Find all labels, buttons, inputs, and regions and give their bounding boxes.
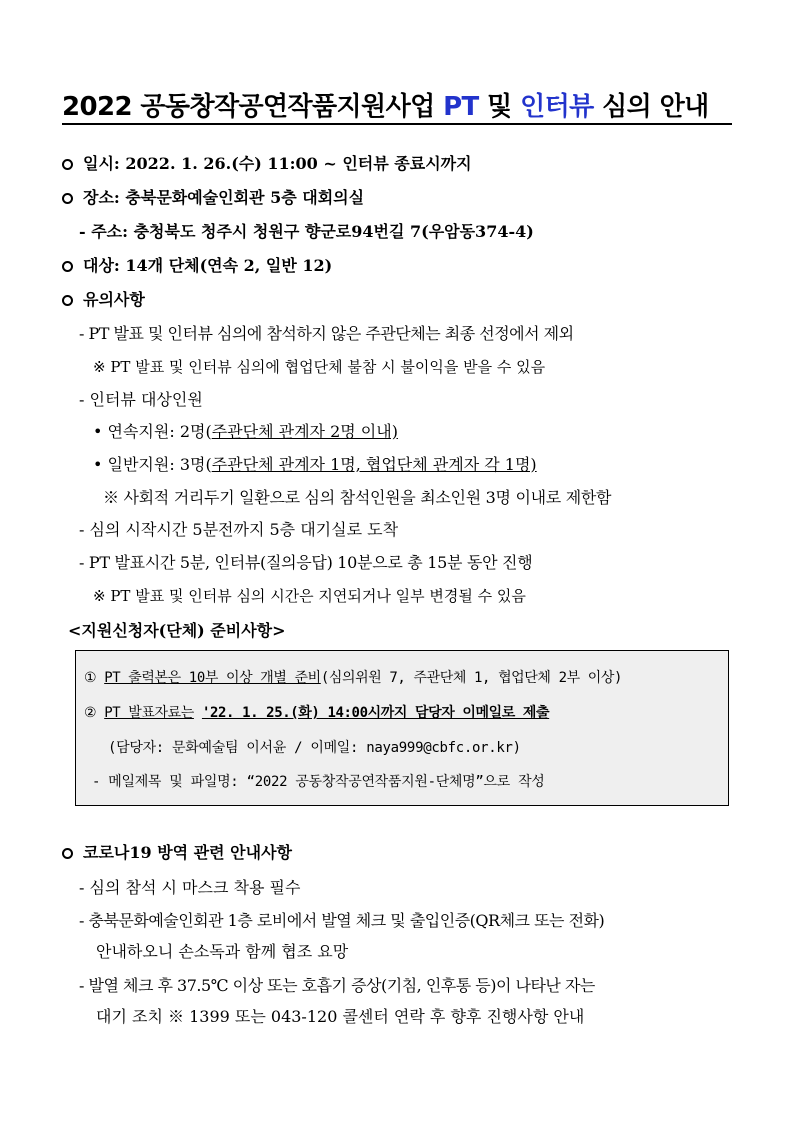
note-exclusion: - PT 발표 및 인터뷰 심의에 참석하지 않은 주관단체는 최종 선정에서 제외 <box>79 324 574 343</box>
target-label: 대상: <box>83 256 120 275</box>
note-duration: - PT 발표시간 5분, 인터뷰(질의응답) 10분으로 총 15분 동안 진행 <box>79 553 533 572</box>
circle-bullet-icon <box>62 295 73 306</box>
note-penalty: ※ PT 발표 및 인터뷰 심의에 협업단체 불참 시 불이익을 받을 수 있음 <box>93 358 546 376</box>
general-value: 주관단체 관계자 1명, 협업단체 관계자 각 1명) <box>211 455 537 474</box>
title-highlight-pt: PT <box>443 92 479 122</box>
covid-mask: - 심의 참석 시 마스크 착용 필수 <box>79 878 301 897</box>
schedule-label: 일시: <box>83 154 120 173</box>
prep-item-1 <box>84 668 622 688</box>
title-text-and: 및 <box>478 92 521 122</box>
covid-heading-text: 코로나19 방역 관련 안내사항 <box>83 843 292 862</box>
covid-symptoms: - 발열 체크 후 37.5℃ 이상 또는 호흡기 증상(기침, 인후통 등)이 나타난 자는 <box>79 976 595 995</box>
prep-item-2-deadline: '22. 1. 25.(화) 14:00시까지 담당자 이메일로 제출 <box>201 705 550 721</box>
page-title <box>62 86 732 123</box>
circled-two-mark: ② <box>84 705 97 721</box>
title-text: 2022 공동창작공연작품지원사업 <box>62 92 444 122</box>
notes-heading <box>62 290 145 310</box>
circle-bullet-icon <box>62 848 73 859</box>
place-line <box>62 188 364 208</box>
note-general <box>93 455 537 475</box>
prep-contact: (담당자: 문화예술팀 이서윤 / 이메일: naya999@cbfc.or.kr) <box>108 740 521 756</box>
general-label: • 일반지원: 3명( <box>93 455 212 474</box>
title-underline <box>62 123 732 125</box>
continuous-label: • 연속지원: 2명( <box>93 422 212 441</box>
covid-fever-check-cont: 안내하오니 손소독과 함께 협조 요망 <box>96 942 349 961</box>
covid-heading <box>62 843 292 863</box>
circled-one-mark: ① <box>84 670 97 686</box>
note-delay: ※ PT 발표 및 인터뷰 심의 시간은 지연되거나 일부 변경될 수 있음 <box>93 587 526 605</box>
covid-symptoms-cont: 대기 조치 ※ 1399 또는 043-120 콜센터 연락 후 향후 진행사항 안내 <box>96 1007 585 1026</box>
note-arrival: - 심의 시작시간 5분전까지 5층 대기실로 도착 <box>79 520 399 539</box>
schedule-value: 2022. 1. 26.(수) 11:00 ~ 인터뷰 종료시까지 <box>125 154 472 173</box>
prep-item-1-underlined: PT 출력본은 10부 이상 개별 준비 <box>104 670 321 686</box>
prep-mail-subject: - 메일제목 및 파일명: “2022 공동창작공연작품지원-단체명”으로 작성 <box>92 774 545 790</box>
covid-fever-check: - 충북문화예술인회관 1층 로비에서 발열 체크 및 출입인증(QR체크 또는 전화) <box>79 911 605 930</box>
target-line <box>62 256 332 276</box>
place-label: 장소: <box>83 188 120 207</box>
prep-item-1-rest: (심의위원 7, 주관단체 1, 협업단체 2부 이상) <box>320 670 623 686</box>
circle-bullet-icon <box>62 159 73 170</box>
title-text-end: 심의 안내 <box>593 92 709 122</box>
note-distancing: ※ 사회적 거리두기 일환으로 심의 참석인원을 최소인원 3명 이내로 제한함 <box>103 488 612 507</box>
address-line: - 주소: 충청북도 청주시 청원구 향군로94번길 7(우암동374-4) <box>79 222 534 241</box>
note-continuous <box>93 422 398 442</box>
schedule-line <box>62 154 472 174</box>
circle-bullet-icon <box>62 193 73 204</box>
title-highlight-interview: 인터뷰 <box>520 92 594 122</box>
target-value: 14개 단체(연속 2, 일반 12) <box>125 256 333 275</box>
continuous-value: 주관단체 관계자 2명 이내) <box>211 422 398 441</box>
place-value: 충북문화예술인회관 5층 대회의실 <box>125 188 365 207</box>
note-interviewees: - 인터뷰 대상인원 <box>79 390 203 409</box>
prep-item-2-underlined: PT 발표자료는 <box>104 705 194 721</box>
circle-bullet-icon <box>62 261 73 272</box>
notes-heading-text: 유의사항 <box>83 290 145 309</box>
prep-item-2 <box>84 703 549 723</box>
prep-heading: <지원신청자(단체) 준비사항> <box>68 621 286 640</box>
